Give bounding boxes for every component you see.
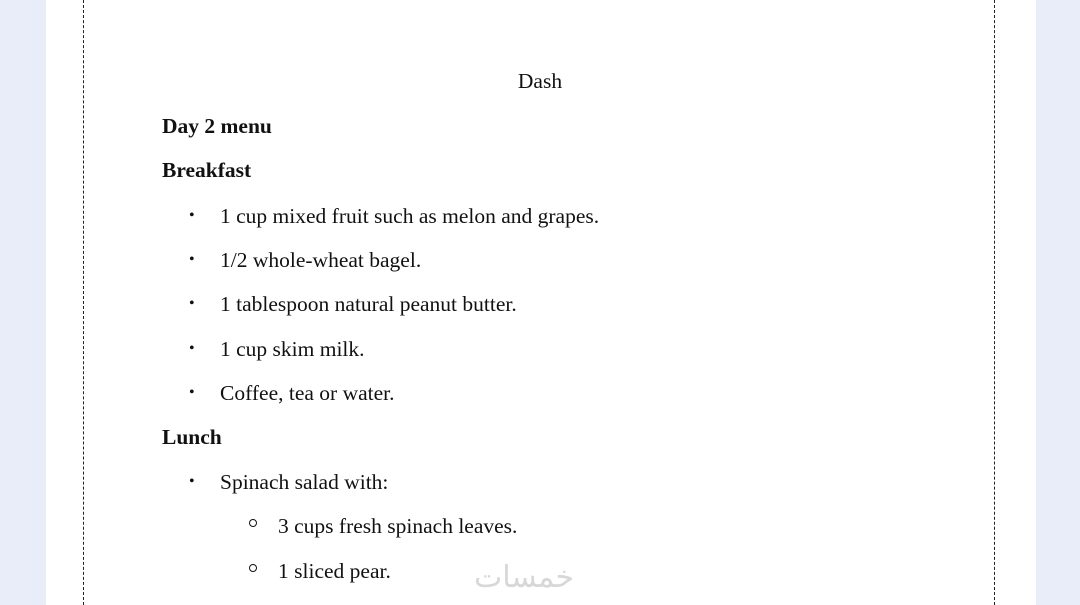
watermark-logo: خمسات <box>474 560 575 595</box>
bullet-icon: • <box>189 384 195 401</box>
bullet-icon: • <box>189 207 195 224</box>
bullet-icon: • <box>189 251 195 268</box>
section-heading: Day 2 menu <box>162 114 272 138</box>
circle-bullet-icon <box>249 564 257 572</box>
document-title: Dash <box>517 69 563 93</box>
list-item-text: Coffee, tea or water. <box>220 381 395 405</box>
list-item-text: 1/2 whole-wheat bagel. <box>220 248 422 272</box>
list-item-text: 1 cup skim milk. <box>220 337 365 361</box>
circle-bullet-icon <box>249 519 257 527</box>
list-item-text: 1 cup mixed fruit such as melon and grapes. <box>220 204 600 228</box>
bullet-icon: • <box>189 340 195 357</box>
bullet-icon: • <box>189 473 195 490</box>
breakfast-heading: Breakfast <box>162 158 252 182</box>
list-item-text: 1 tablespoon natural peanut butter. <box>220 292 517 316</box>
sub-list-item-text: 3 cups fresh spinach leaves. <box>278 514 518 538</box>
list-item-text: Spinach salad with: <box>220 470 389 494</box>
bullet-icon: • <box>189 295 195 312</box>
lunch-heading: Lunch <box>162 425 222 449</box>
sub-list-item-text: 1 sliced pear. <box>278 559 391 583</box>
